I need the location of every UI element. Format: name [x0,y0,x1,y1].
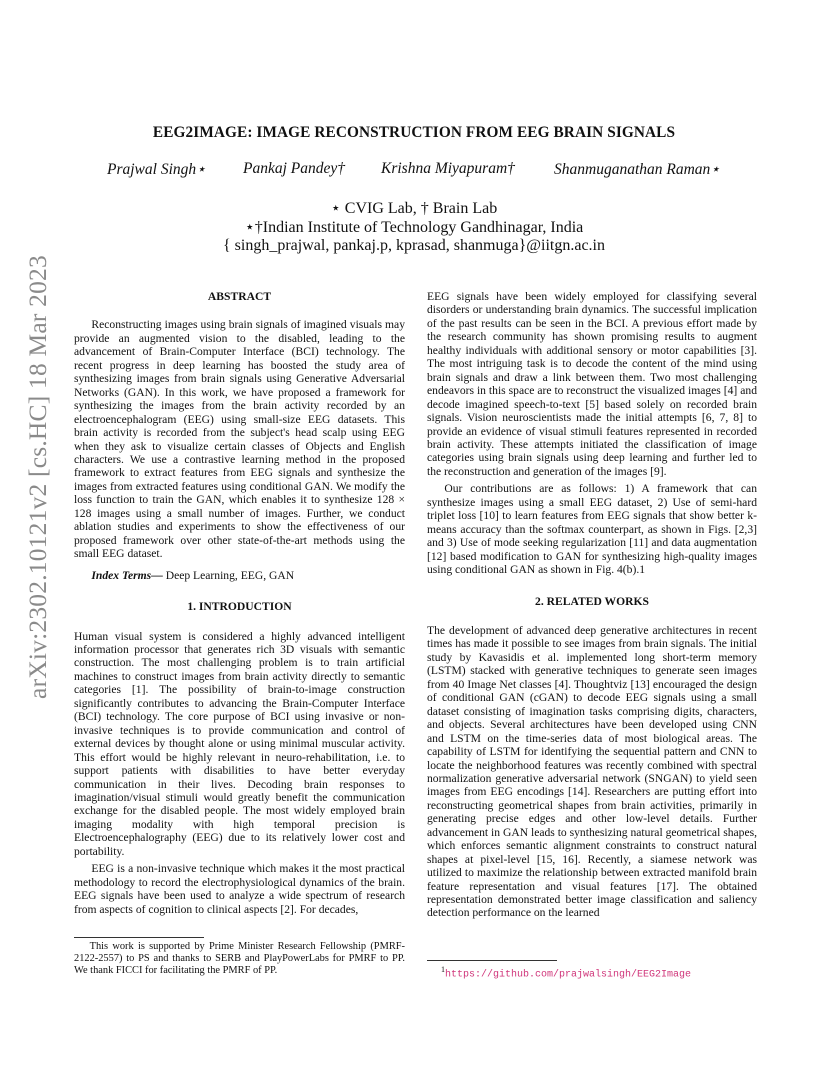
intro-paragraph-3: EEG signals have been widely employed for classifying several disorders or understanding brain dynamics. The successful implication of the past results can be seen in the BCI. A previous effort made by the research community has shown promising results to augment healthy individuals with additional sensory or motor capabilities [3]. The most intriguing task is to decode the content of the mind using brain signals and draw a link between them. Two most challenging endeavors in this space are to reconstruct the visualized images [4] and decode imagined speech-to-text [5] based solely on recorded brain signals. Vision neuroscientists made the initial attempts [6, 7, 8] to provide an evidence of visual stimuli features represented in recorded brain activity. These attempts initiated the classification of image categories using brain signals using deep learning and further led to the reconstruction and generation of the images [9]. [427,290,757,478]
left-column [74,290,405,916]
contributions-paragraph: Our contributions are as follows: 1) A framework that can synthesize images using a small EEG dataset, 2) Use of semi-hard triplet loss [10] to learn features from EEG signals that show better k-means accuracy than the softmax counterpart, as shown in Figs. [2,3] and 3) Use of mode seeking regularization [11] and data augmentation [12] based modification to GAN for synthesizing high-quality images using conditional GAN as shown in Fig. 4(b).1 [427,482,757,577]
url-footnote-mark: 1 [441,965,445,974]
related-works-heading: 2. RELATED WORKS [535,594,649,608]
intro-heading: 1. INTRODUCTION [187,600,292,614]
index-terms-text: Deep Learning, EEG, GAN [162,568,295,582]
index-terms [74,569,405,582]
related-works-text: The development of advanced deep generative architectures in recent times has made it possible to see images from brain signals. The initial study by Kavasidis et al. implemented long short-term memory (LSTM) stacked with generative techniques to generate seen images from 40 Image Net classes [4]. Thoughtviz [13] encouraged the design of conditional GAN (cGAN) to decode EEG signals using a small dataset consisting of imagination tasks comprising digits, characters, and objects. Several architectures have been developed using CNN and LSTM on the time-series data of most biological areas. The capability of LSTM for identifying the sequential pattern and CNN to locate the neighborhood features was recently combined with spectral normalization generative adversarial network (SNGAN) to yield seen images from EEG encodings [14]. Researchers are putting effort into reconstructing geometrical shapes from brain activities, primarily in generating precise edges and other low-level details. Further advancement in GAN leads to synthesizing natural geometrical shapes, which enforces semantic alignment constraints to construct natural shapes at pixel-level [15, 16]. Recently, a siamese network was utilized to maximize the relationship between extracted manifold brain feature representation and visual features [17]. The obtained representation demonstrated better image classification and saliency detection performance on the learned [427,623,757,920]
footnote-rule-right [427,960,557,961]
abstract-heading: ABSTRACT [207,290,272,303]
right-column [427,290,757,920]
abstract-text: Reconstructing images using brain signals of imagined visuals may provide an augmented vision to the disabled, leading to the advancement of Brain-Computer Interface (BCI) technology. The recent progress in deep learning has boosted the study area of synthesizing images from brain signals using Generative Adversarial Networks (GAN). In this work, we have proposed a framework for synthesizing the images from the brain activity recorded by an electroencephalogram (EEG) using small-size EEG datasets. This brain activity is recorded from the subject's head scalp using EEG when they ask to visualize certain classes of Objects and English characters. We use a contrastive learning method in the proposed framework to extract features from EEG signals and synthesize the images from extracted features using conditional GAN. We modify the loss function to train the GAN, which enables it to synthesize 128 × 128 images using a small number of images. Further, we conduct ablation studies and experiments to show the effectiveness of our proposed framework over other state-of-the-art methods using the small EEG dataset. [74,318,405,561]
author-3: Krishna Miyapuram† [381,160,515,177]
author-1: Prajwal Singh⋆ [107,161,206,178]
intro-paragraph-1: Human visual system is considered a highly advanced intelligent information processor that generates rich 3D visuals with semantic construction. The most challenging problem is to train artificial machines to construct images from brain activity directly to semantic categories [1]. The possibility of brain-to-image construction significantly contributes to advancing the Brain-Computer Interface (BCI) technology. The core purpose of BCI using invasive or non-invasive techniques is to provide communication and control of external devices by thought alone or using minimal muscular activity. This effort would be highly relevant in neuro-rehabilitation, i.e. to support patients with disabilities to have better everyday communication in their lives. Decoding brain responses to imagination/visual stimuli would greatly benefit the communication exchange for the disabled people. The most widely employed brain imaging modality with high temporal precision is Electroencephalography (EEG) due to its relatively lower cost and portability. [74,629,405,858]
index-terms-label: Index Terms— [91,568,163,582]
url-footnote [441,964,761,982]
affiliation-emails: { singh_prajwal, pankaj.p, kprasad, shanmuga}@iitgn.ac.in [222,237,605,254]
github-link[interactable]: https://github.com/prajwalsingh/EEG2Image [445,969,692,981]
affiliation-institute: ⋆†Indian Institute of Technology Gandhinagar, India [244,219,584,236]
arxiv-identifier: arXiv:2302.10121v2 [cs.HC] 18 Mar 2023 [23,255,52,699]
paper-title: EEG2IMAGE: IMAGE RECONSTRUCTION FROM EEG BRAIN SIGNALS [152,124,676,141]
author-4: Shanmuganathan Raman⋆ [554,161,720,178]
funding-footnote: This work is supported by Prime Minister Research Fellowship (PMRF-2122-2557) to PS and thanks to SERB and PlayPowerLabs for PMRF to PP. We thank FICCI for facilitating the PMRF of PP. [74,941,405,977]
footnote-rule-left [74,937,204,938]
author-2: Pankaj Pandey† [243,160,346,177]
intro-paragraph-2: EEG is a non-invasive technique which makes it the most practical methodology to record the electrophysiological dynamics of the brain. EEG signals have been used to analyze a wide spectrum of research from aspects of cognition to clinical aspects [2]. For decades, [74,862,405,916]
affiliation-labs: ⋆ CVIG Lab, † Brain Lab [330,200,498,217]
arxiv-sidebar [23,255,52,699]
